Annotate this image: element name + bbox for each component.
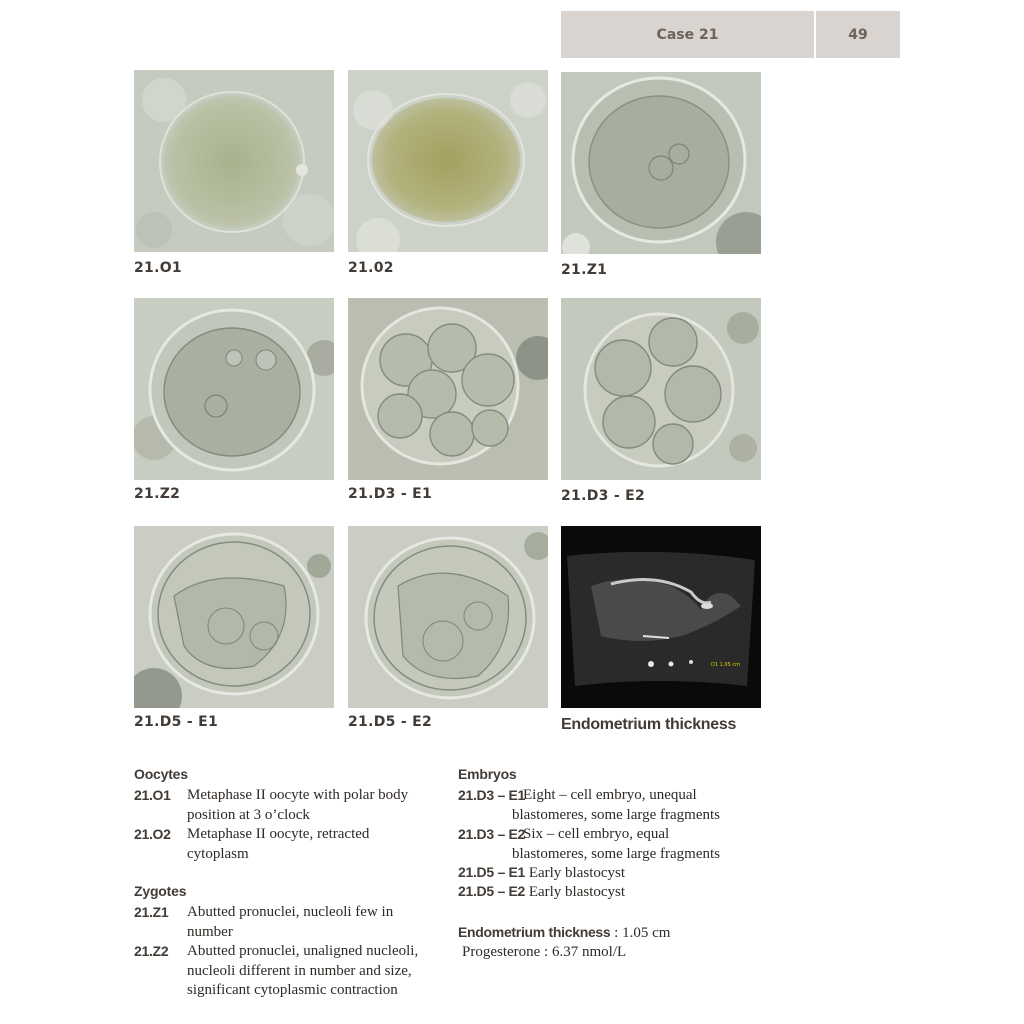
description-entry [134,825,444,865]
embryo-micrograph-d3-e1 [348,298,548,480]
zygote-micrograph-z2 [134,298,334,480]
entry-key: 21.D3 – E2 [458,826,526,842]
entry-key: 21.D5 – E2 [458,883,526,899]
entry-text: Metaphase II oocyte with polar body position at 3 o’clock [187,787,409,823]
entry-key: 21.D3 – E1 [458,787,526,803]
figure-caption: 21.D3 - E1 [348,486,433,502]
oocyte-micrograph-o2 [348,70,548,252]
entry-text: Early blastocyst [528,865,626,881]
figure-caption: 21.D3 - E2 [561,488,646,504]
page-number: 49 [816,11,900,58]
description-entry [134,942,444,1022]
figure-caption: 21.O1 [134,260,182,276]
description-entry [134,786,444,826]
section-heading-zygotes: Zygotes [134,883,187,899]
blastocyst-micrograph-d5-e2 [348,526,548,708]
entry-key: 21.Z2 [134,943,169,959]
description-entry [458,864,625,882]
section-heading-oocytes: Oocytes [134,766,188,782]
oocyte-micrograph-o1 [134,70,334,252]
ultrasound-measurement-label: D1 1.05 cm [711,662,740,668]
progesterone-line: Progesterone : 6.37 nmol/L [462,944,627,960]
entry-text: Abutted pronuclei, nucleoli few in number [187,904,394,940]
figure-caption: 21.D5 - E1 [134,714,219,730]
entry-key: 21.O2 [134,826,171,842]
figure-caption: 21.Z2 [134,486,181,502]
entry-key: 21.D5 – E1 [458,864,526,880]
description-entry [134,903,444,943]
endometrium-label: Endometrium thickness [458,924,611,940]
description-entry [458,825,758,865]
ultrasound-image-endometrium [561,526,761,708]
description-entry [458,786,758,826]
entry-key: 21.O1 [134,787,171,803]
endometrium-thickness-line [458,924,670,942]
description-entry [458,883,625,901]
entry-text: Early blastocyst [528,884,626,900]
figure-caption: Endometrium thickness [561,716,737,733]
endometrium-value: : 1.05 cm [614,925,671,941]
entry-text: Metaphase II oocyte, retracted cytoplasm [187,826,370,862]
figure-caption: 21.D5 - E2 [348,714,433,730]
entry-text: Abutted pronuclei, unaligned nucleoli, nucleoli different in number and size, significant cytoplasmic contraction [187,943,419,998]
entry-text: Eight – cell embryo, unequal blastomeres, some large fragments [512,787,720,823]
embryo-micrograph-d3-e2 [561,298,761,480]
blastocyst-micrograph-d5-e1 [134,526,334,708]
entry-text: Six – cell embryo, equal blastomeres, some large fragments [512,826,720,862]
entry-key: 21.Z1 [134,904,169,920]
figure-caption: 21.02 [348,260,394,276]
section-heading-embryos: Embryos [458,766,517,782]
case-label: Case 21 [561,11,814,58]
figure-caption: 21.Z1 [561,262,608,278]
zygote-micrograph-z1 [561,72,761,254]
